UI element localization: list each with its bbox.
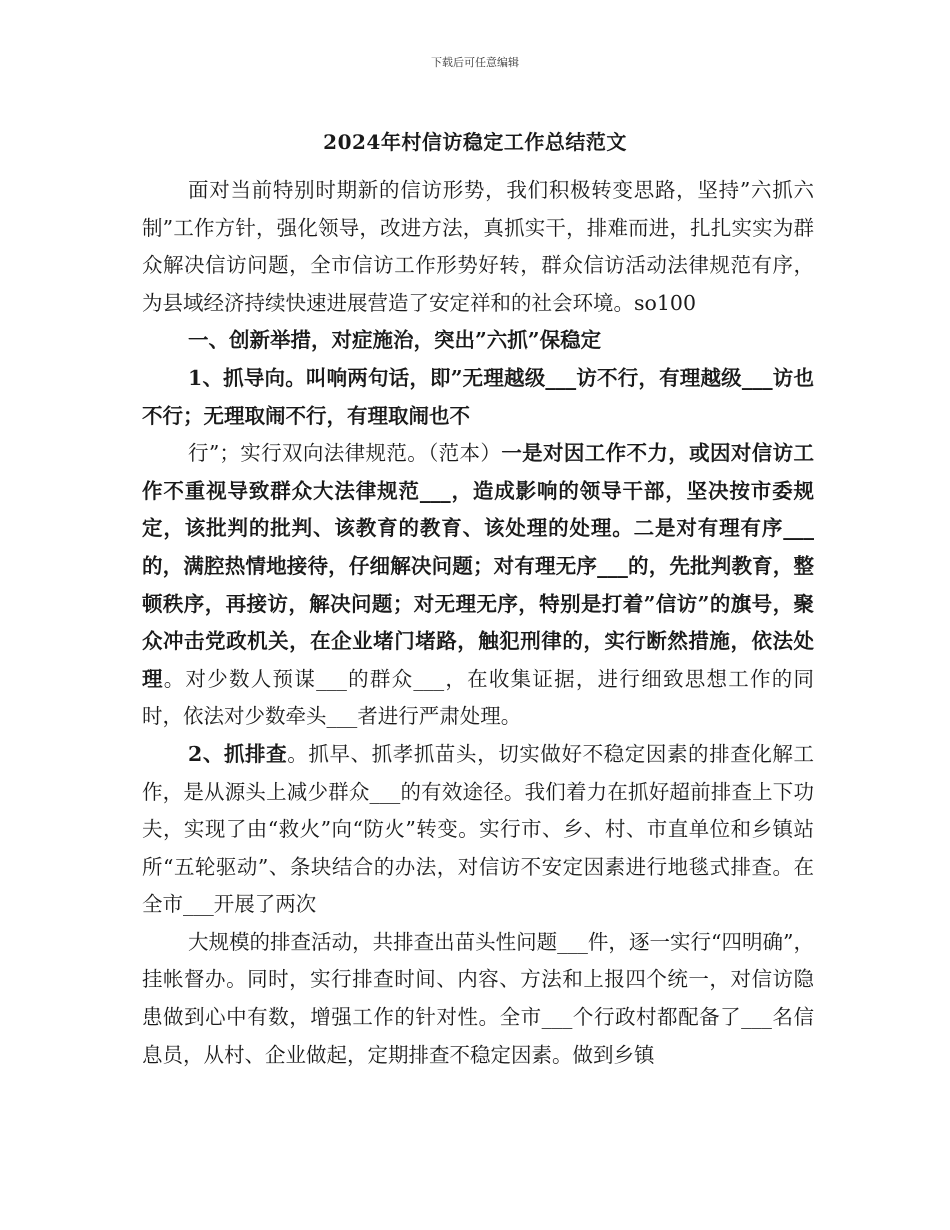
paragraph-large-scale: 大规模的排查活动，共排查出苗头性问题___件，逐一实行“四明确”，挂帐督办。同时，实行排查时间、内容、方法和上报四个统一，对信访隐患做到心中有数，增强工作的针对性。全市___个行政村都配备了___名信息员，从村、企业做起，定期排查不稳定因素。做到乡镇	[142, 929, 814, 1067]
section-heading-1: 一、创新举措，对症施治，突出”六抓”保稳定	[188, 328, 602, 353]
regulation-normal-text: 行”；实行双向法律规范。（范本）	[188, 441, 502, 466]
regulation-bold-text: 一是对因工作不力，或因对信访工作不重视导致群众大法律规范___，造成影响的领导干部，坚决按市委规定，该批判的批判、该教育的教育、该处理的处理。二是对有理有序___的，满腔热情地接待，仔细解决问题；对有理无序___的，先批判教育，整顿秩序，再接访，解决问题；对无理无序，特别是打着”信访”的旗号，聚众冲击党政机关，在企业堵门堵路，触犯刑律的，实行断然措施，依法处理	[142, 441, 815, 691]
document-title: 2024年村信访稳定工作总结范文	[323, 130, 627, 154]
paragraph-investigation	[142, 736, 814, 924]
investigation-text: 。抓早、抓孝抓苗头，切实做好不稳定因素的排查化解工作，是从源头上减少群众___的有效途径。我们着力在抓好超前排查上下功夫，实现了由“救火”向“防火”转变。实行市、乡、村、市直单位和乡镇站所“五轮驱动”、条块结合的办法，对信访不安定因素进行地毯式排查。在全市___开展了两次	[142, 741, 815, 917]
page-header: 下载后可任意编辑	[431, 56, 519, 69]
paragraph-intro: 面对当前特别时期新的信访形势，我们积极转变思路，坚持”六抓六制”工作方针，强化领导，改进方法，真抓实干，排难而进，扎扎实实为群众解决信访问题，全市信访工作形势好转，群众信访活动法律规范有序，为县域经济持续快速进展营造了安定祥和的社会环境。so100	[142, 178, 814, 315]
document-body	[142, 172, 814, 1074]
investigation-lead: 2、抓排查	[188, 741, 288, 766]
paragraph-guidance: 1、抓导向。叫响两句话，即”无理越级___访不行，有理越级___访也不行；无理取闹不行，有理取闹也不	[142, 365, 814, 428]
paragraph-regulation	[142, 435, 814, 736]
regulation-tail-text: 。对少数人预谋___的群众___，在收集证据，进行细致思想工作的同时，依法对少数牵头___者进行严肃处理。	[142, 666, 815, 729]
